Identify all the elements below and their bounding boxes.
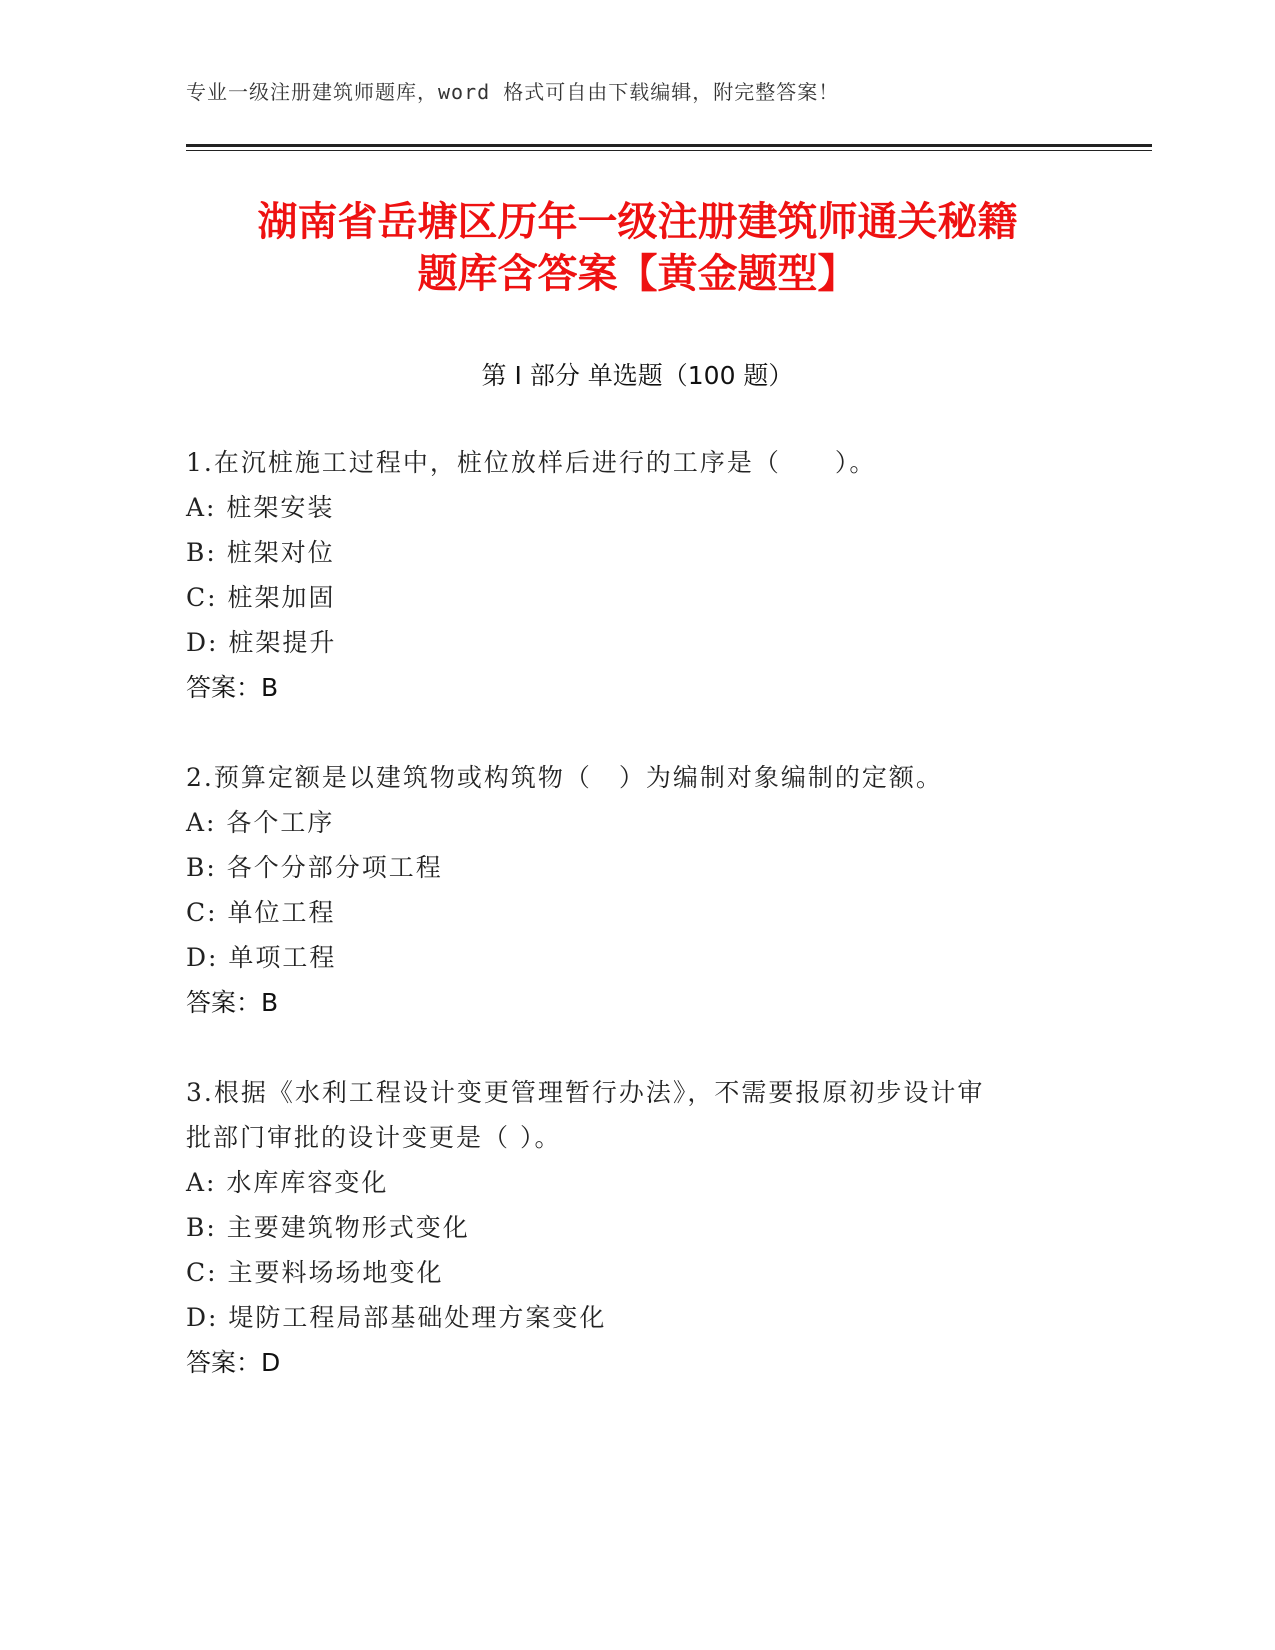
header-rule-thin bbox=[186, 150, 1152, 151]
question-3 bbox=[186, 1070, 1086, 1385]
question-stem: 1.在沉桩施工过程中，桩位放样后进行的工序是（ ）。 bbox=[186, 448, 877, 477]
option-c: C: 主要料场场地变化 bbox=[186, 1258, 444, 1287]
option-d: D: 单项工程 bbox=[186, 943, 337, 972]
option-a: A: 桩架安装 bbox=[186, 493, 335, 522]
question-answer: 答案：B bbox=[186, 673, 279, 702]
question-spacer bbox=[186, 1025, 1086, 1070]
header-rule-thick bbox=[186, 144, 1152, 147]
question-2 bbox=[186, 755, 1086, 1025]
header-note: 专业一级注册建筑师题库，word 格式可自由下载编辑，附完整答案！ bbox=[186, 80, 840, 104]
question-stem: 2.预算定额是以建筑物或构筑物（ ）为编制对象编制的定额。 bbox=[186, 763, 943, 792]
option-d: D: 堤防工程局部基础处理方案变化 bbox=[186, 1303, 607, 1332]
question-answer: 答案：B bbox=[186, 988, 279, 1017]
question-answer: 答案：D bbox=[186, 1348, 281, 1377]
question-stem-line-2: 批部门审批的设计变更是（ ）。 bbox=[186, 1123, 562, 1152]
option-c: C: 单位工程 bbox=[186, 898, 336, 927]
title-line-1: 湖南省岳塘区历年一级注册建筑师通关秘籍 bbox=[257, 199, 1018, 245]
option-c: C: 桩架加固 bbox=[186, 583, 336, 612]
title-line-2: 题库含答案【黄金题型】 bbox=[417, 251, 858, 297]
option-b: B: 各个分部分项工程 bbox=[186, 853, 443, 882]
option-d: D: 桩架提升 bbox=[186, 628, 337, 657]
option-a: A: 水库库容变化 bbox=[186, 1168, 389, 1197]
option-b: B: 主要建筑物形式变化 bbox=[186, 1213, 470, 1242]
question-spacer bbox=[186, 710, 1086, 755]
question-1 bbox=[186, 440, 1086, 710]
option-b: B: 桩架对位 bbox=[186, 538, 335, 567]
question-list bbox=[186, 440, 1086, 1385]
section-heading: 第 I 部分 单选题（100 题） bbox=[481, 361, 794, 390]
document-title bbox=[160, 196, 1115, 300]
question-stem-line-1: 3.根据《水利工程设计变更管理暂行办法》，不需要报原初步设计审 bbox=[186, 1078, 985, 1107]
option-a: A: 各个工序 bbox=[186, 808, 335, 837]
